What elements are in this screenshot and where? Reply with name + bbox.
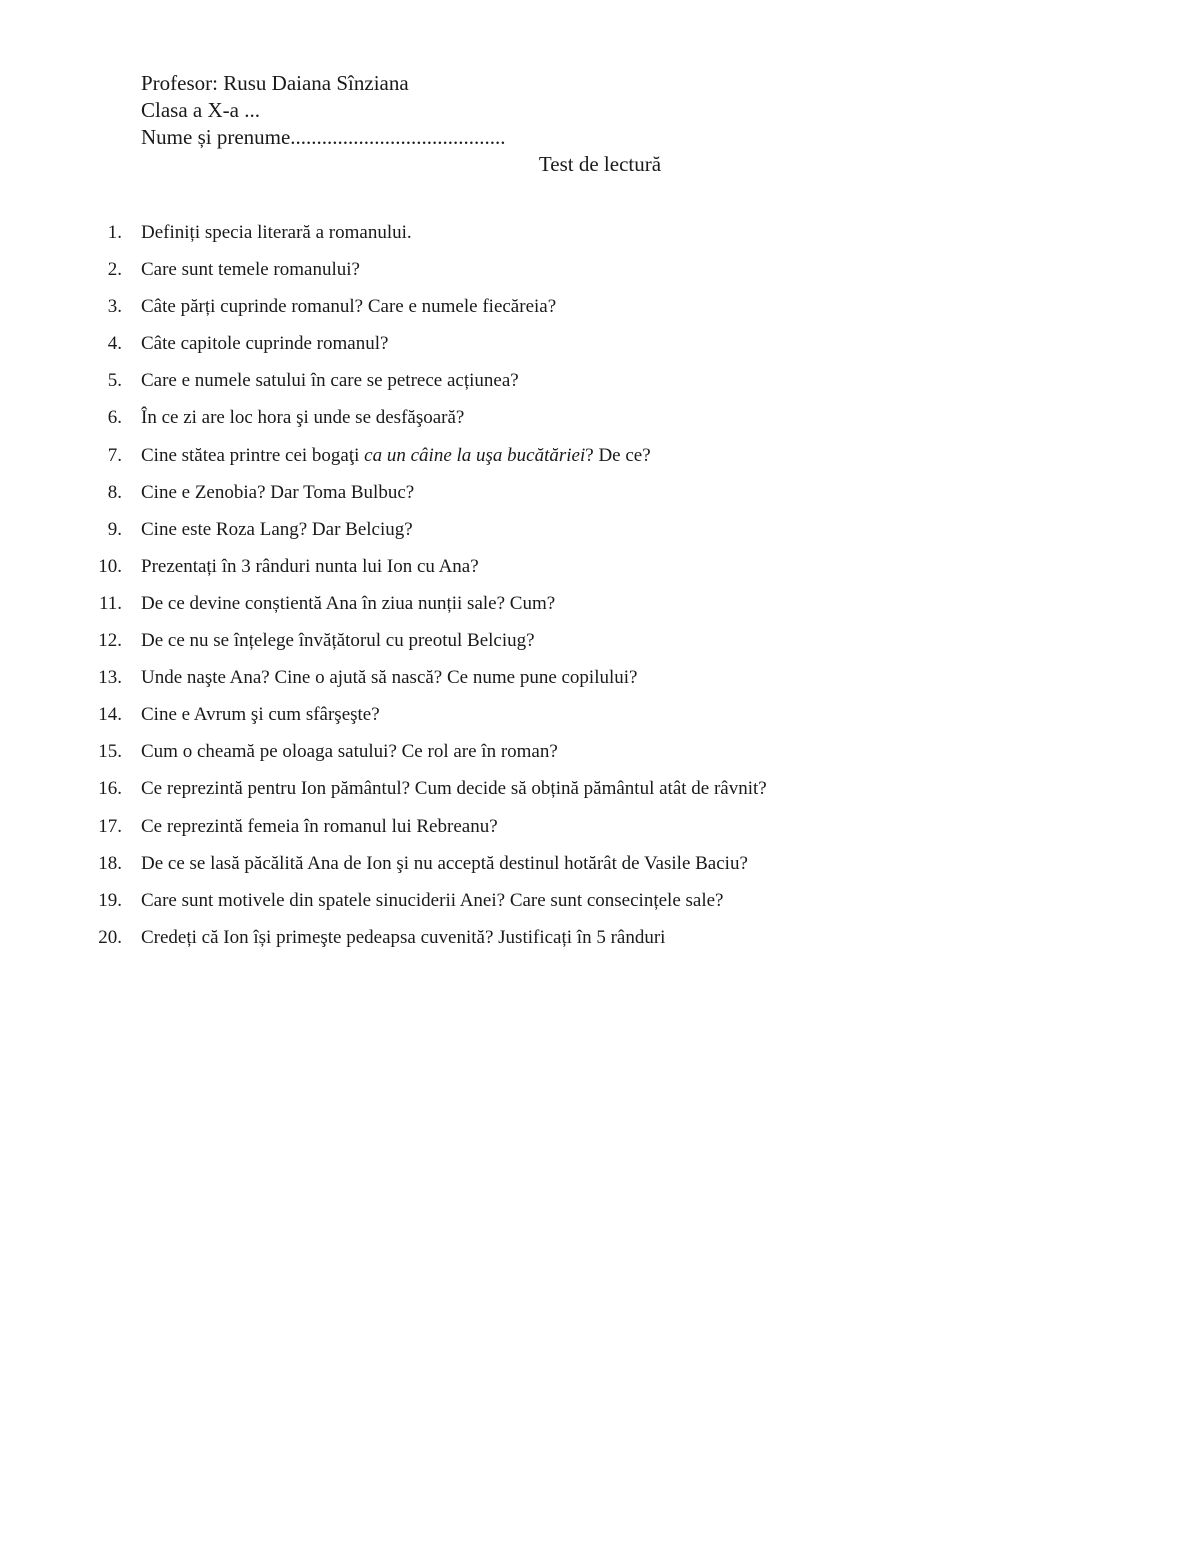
question-item [0,627,1200,664]
question-item [0,442,1200,479]
teacher-line: Profesor: Rusu Daiana Sînziana [141,71,409,95]
question-list [0,219,1200,961]
question-item [0,553,1200,590]
question-text: Ce reprezintă femeia în romanul lui Rebreanu? [141,815,498,837]
question-item [0,516,1200,553]
question-item [0,293,1200,330]
question-text: De ce devine conștientă Ana în ziua nunții sale? Cum? [141,592,556,614]
question-item [0,701,1200,738]
question-number: 10. [98,555,122,577]
question-text: Care sunt temele romanului? [141,259,360,281]
question-item [0,813,1200,850]
question-number: 5. [107,370,122,392]
header-block [141,70,506,151]
question-item [0,850,1200,887]
question-text: Credeți că Ion își primeşte pedeapsa cuvenită? Justificați în 5 rânduri [141,926,666,948]
question-text: De ce se lasă păcălită Ana de Ion şi nu acceptă destinul hotărât de Vasile Baciu? [141,852,748,874]
question-number: 17. [98,815,122,837]
question-text: Prezentați în 3 rânduri nunta lui Ion cu Ana? [141,555,479,577]
question-text: Cine este Roza Lang? Dar Belciug? [141,518,413,540]
question-text: Care e numele satului în care se petrece acțiunea? [141,370,519,392]
question-item [0,330,1200,367]
question-number: 6. [107,407,122,429]
question-text: Cine e Avrum şi cum sfârşeşte? [141,704,380,726]
question-text: Definiți specia literară a romanului. [141,222,412,243]
question-number: 15. [98,741,122,763]
question-item [0,256,1200,293]
question-number: 16. [98,778,122,800]
question-text: Ce reprezintă pentru Ion pământul? Cum decide să obțină pământul atât de râvnit? [141,778,767,800]
question-text: Unde naşte Ana? Cine o ajută să nască? Ce nume pune copilului? [141,667,638,689]
question-item [0,590,1200,627]
question-number: 8. [107,481,122,503]
question-item [0,404,1200,441]
question-text-quote: ca un câine la uşa bucătăriei [364,444,586,466]
question-text-start: Cine stătea printre cei bogaţi [141,444,365,466]
question-text: Cine e Zenobia? Dar Toma Bulbuc? [141,481,415,503]
question-number: 3. [107,296,122,318]
question-text [141,442,651,469]
question-text: De ce nu se înțelege învățătorul cu preotul Belciug? [141,630,535,652]
class-line: Clasa a X-a ... [141,98,260,122]
question-item [0,924,1200,961]
question-number: 7. [107,444,122,466]
question-number: 13. [98,667,122,689]
question-number: 12. [98,630,122,652]
question-text: În ce zi are loc hora şi unde se desfăşoară? [141,407,465,429]
question-item [0,367,1200,404]
question-text: Câte părți cuprinde romanul? Care e numele fiecăreia? [141,296,557,318]
question-item [0,887,1200,924]
question-number: 14. [98,704,122,726]
question-number: 11. [98,592,122,614]
question-number: 2. [107,259,122,281]
question-item [0,664,1200,701]
document-title: Test de lectură [538,152,662,176]
question-number: 20. [98,926,122,948]
question-number: 9. [107,518,122,540]
question-item [0,775,1200,812]
question-item [0,479,1200,516]
question-item [0,219,1200,256]
question-text-end: ? De ce? [585,444,651,466]
question-text: Cum o cheamă pe oloaga satului? Ce rol are în roman? [141,741,558,763]
question-number: 4. [107,333,122,355]
question-item [0,738,1200,775]
question-text: Care sunt motivele din spatele sinuciderii Anei? Care sunt consecințele sale? [141,889,724,911]
question-number: 19. [98,889,122,911]
question-number: 1. [107,222,122,243]
question-number: 18. [98,852,122,874]
student-name-line: Nume și prenume......................................... [141,125,506,149]
question-text: Câte capitole cuprinde romanul? [141,333,389,355]
